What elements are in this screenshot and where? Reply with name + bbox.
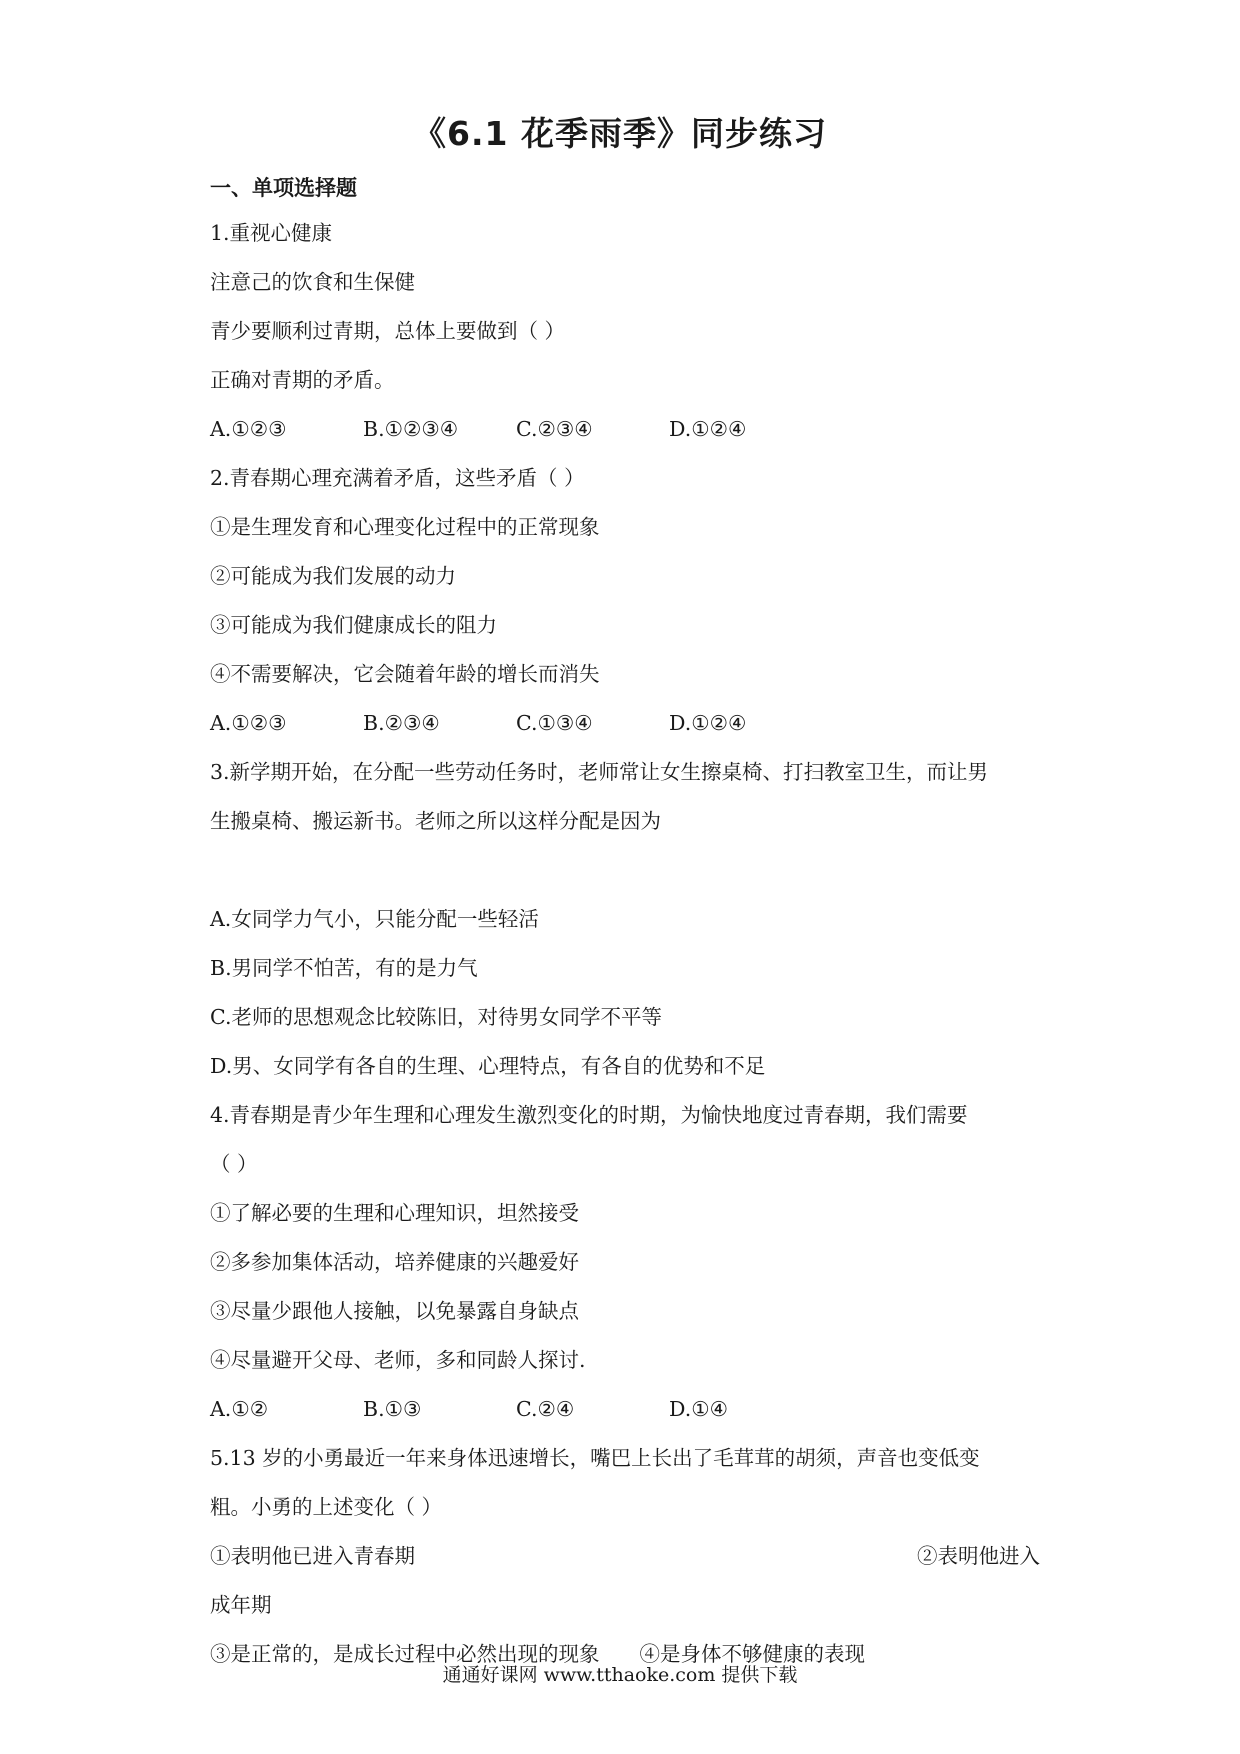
q3-stem-line-2: 生搬桌椅、搬运新书。老师之所以这样分配是因为 xyxy=(210,809,661,833)
q2-option-c: C.①③④ xyxy=(516,711,593,735)
q1-option-b: B.①②③④ xyxy=(363,417,459,441)
q1-line-4: 正确对青期的矛盾。 xyxy=(210,368,395,392)
q4-option-c: C.②④ xyxy=(516,1397,575,1421)
q5-items-row-1 xyxy=(210,1541,1040,1590)
q1-option-a: A.①②③ xyxy=(210,417,287,441)
q2-stem: 2.青春期心理充满着矛盾，这些矛盾（ ） xyxy=(210,466,585,490)
q5-item-2-continued: 成年期 xyxy=(210,1593,272,1617)
q4-item-3: ③尽量少跟他人接触，以免暴露自身缺点 xyxy=(210,1299,579,1323)
q3-option-b: B.男同学不怕苦，有的是力气 xyxy=(210,956,478,980)
q2-option-b: B.②③④ xyxy=(363,711,440,735)
q3-option-a: A.女同学力气小，只能分配一些轻活 xyxy=(210,907,539,931)
q1-option-d: D.①②④ xyxy=(669,417,747,441)
q5-item-3: ③是正常的，是成长过程中必然出现的现象 xyxy=(210,1642,600,1666)
q4-item-4: ④尽量避开父母、老师，多和同龄人探讨. xyxy=(210,1348,586,1372)
q1-option-c: C.②③④ xyxy=(516,417,593,441)
q3-stem-line-1: 3.新学期开始，在分配一些劳动任务时，老师常让女生擦桌椅、打扫教室卫生，而让男 xyxy=(210,760,989,784)
q4-item-2: ②多参加集体活动，培养健康的兴趣爱好 xyxy=(210,1250,579,1274)
q2-options xyxy=(210,708,1040,757)
q2-item-2: ②可能成为我们发展的动力 xyxy=(210,564,456,588)
q5-stem-line-1: 5.13 岁的小勇最近一年来身体迅速增长，嘴巴上长出了毛茸茸的胡须，声音也变低变 xyxy=(210,1446,980,1470)
q2-option-d: D.①②④ xyxy=(669,711,747,735)
q5-stem-line-2: 粗。小勇的上述变化（ ） xyxy=(210,1495,443,1519)
q2-item-1: ①是生理发育和心理变化过程中的正常现象 xyxy=(210,515,600,539)
q5-item-1: ①表明他已进入青春期 xyxy=(210,1544,415,1568)
q4-option-b: B.①③ xyxy=(363,1397,422,1421)
q1-line-2: 注意己的饮食和生保健 xyxy=(210,270,415,294)
page-title: 《6.1 花季雨季》同步练习 xyxy=(413,114,827,153)
q4-option-d: D.①④ xyxy=(669,1397,728,1421)
q4-option-a: A.①② xyxy=(210,1397,269,1421)
q4-stem-line-1: 4.青春期是青少年生理和心理发生激烈变化的时期，为愉快地度过青春期，我们需要 xyxy=(210,1103,968,1127)
q4-options xyxy=(210,1394,1040,1443)
q3-option-c: C.老师的思想观念比较陈旧，对待男女同学不平等 xyxy=(210,1005,662,1029)
q1-line-3: 青少要顺利过青期，总体上要做到（ ） xyxy=(210,319,566,343)
q1-options xyxy=(210,414,1040,463)
page-footer: 通通好课网 www.tthaoke.com 提供下载 xyxy=(442,1664,798,1686)
q2-item-3: ③可能成为我们健康成长的阻力 xyxy=(210,613,497,637)
q5-item-2: ②表明他进入 xyxy=(917,1544,1040,1568)
q2-item-4: ④不需要解决，它会随着年龄的增长而消失 xyxy=(210,662,600,686)
section-heading: 一、单项选择题 xyxy=(210,176,357,200)
q3-option-d: D.男、女同学有各自的生理、心理特点，有各自的优势和不足 xyxy=(210,1054,766,1078)
q1-stem: 1.重视心健康 xyxy=(210,221,333,245)
question-list xyxy=(210,218,1040,1688)
q2-option-a: A.①②③ xyxy=(210,711,287,735)
q4-stem-line-2: （ ） xyxy=(210,1152,258,1176)
q5-item-4: ④是身体不够健康的表现 xyxy=(639,1642,865,1666)
q4-item-1: ①了解必要的生理和心理知识，坦然接受 xyxy=(210,1201,579,1225)
